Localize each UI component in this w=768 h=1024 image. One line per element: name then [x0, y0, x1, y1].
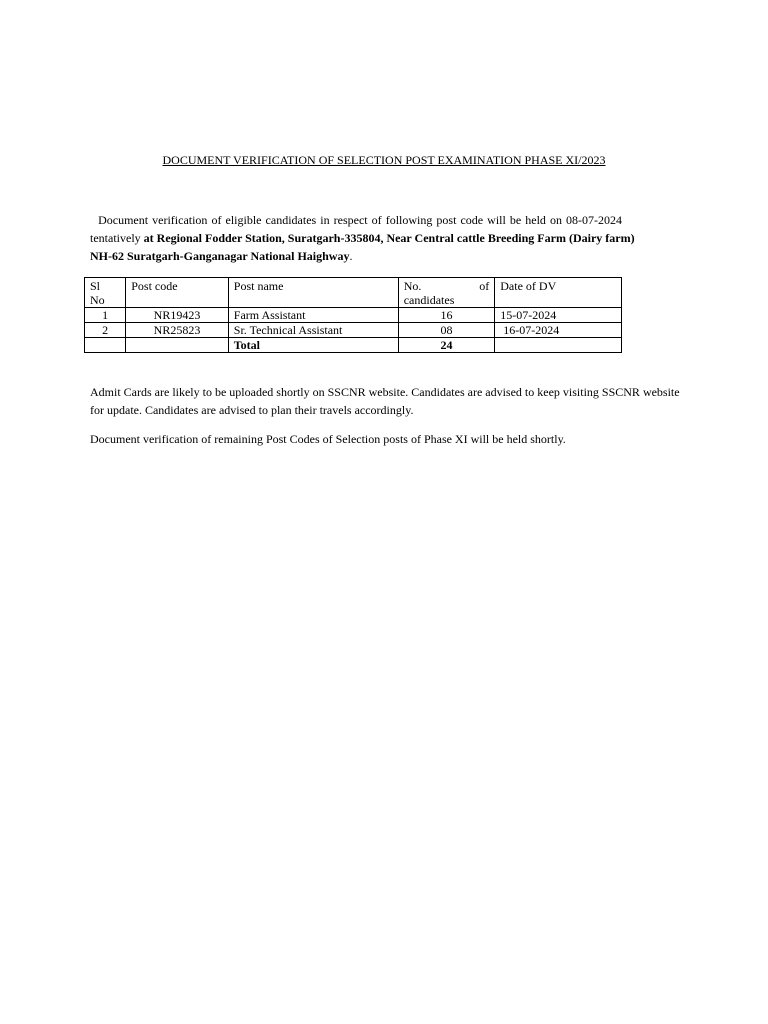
cell-post-name: Sr. Technical Assistant: [228, 323, 398, 338]
cell-post-code: NR19423: [126, 308, 229, 323]
cell-sl: 2: [85, 323, 126, 338]
cell-empty: [85, 338, 126, 353]
intro-line-3-suffix: .: [349, 249, 353, 263]
table-total-row: [85, 338, 622, 353]
total-label: Total: [228, 338, 398, 353]
intro-line-3: [90, 247, 622, 265]
post-table: [84, 277, 622, 353]
header-num-candidates: [398, 278, 495, 308]
cell-post-name: Farm Assistant: [228, 308, 398, 323]
header-post-code: Post code: [126, 278, 229, 308]
cell-date: 16-07-2024: [495, 323, 622, 338]
total-value: 24: [398, 338, 495, 353]
cell-empty: [126, 338, 229, 353]
cell-sl: 1: [85, 308, 126, 323]
cell-post-code: NR25823: [126, 323, 229, 338]
table-row: [85, 323, 622, 338]
highway-text: NH-62 Suratgarh-Ganganagar National Haighway: [90, 249, 350, 263]
cell-empty: [495, 338, 622, 353]
header-sl-no: [85, 278, 126, 308]
document-title: [0, 153, 768, 167]
document-title-text: DOCUMENT VERIFICATION OF SELECTION POST EXAMINATION PHASE XI/2023: [162, 153, 606, 167]
intro-line-1-text: Document verification of eligible candidates in respect of following post code will be held on 08-07-2024: [98, 213, 622, 227]
table-header-row: [85, 278, 622, 308]
header-date-of-dv: Date of DV: [495, 278, 622, 308]
intro-line-2: [90, 229, 635, 247]
admit-card-paragraph: Admit Cards are likely to be uploaded shortly on SSCNR website. Candidates are advised to keep visiting SSCNR website for update. Candidates are advised to plan their travels accordingly.: [90, 385, 680, 417]
header-sl-line1: Sl: [90, 279, 101, 293]
header-num-word1: No.: [403, 279, 422, 293]
intro-paragraph: [90, 211, 635, 265]
header-post-name: Post name: [228, 278, 398, 308]
header-sl-line2: No: [90, 293, 105, 307]
remaining-dv-paragraph: Document verification of remaining Post Codes of Selection posts of Phase XI will be held shortly.: [90, 432, 566, 446]
header-num-word2: of: [479, 279, 490, 293]
cell-candidates: 08: [398, 323, 495, 338]
venue-text: at Regional Fodder Station, Suratgarh-335804, Near Central cattle Breeding Farm (Dairy farm): [143, 231, 635, 245]
header-num-line2: candidates: [403, 293, 455, 307]
cell-candidates: 16: [398, 308, 495, 323]
table-row: [85, 308, 622, 323]
cell-date: 15-07-2024: [495, 308, 622, 323]
intro-line-1: [90, 211, 622, 229]
intro-line-2-prefix: tentatively: [90, 231, 144, 245]
